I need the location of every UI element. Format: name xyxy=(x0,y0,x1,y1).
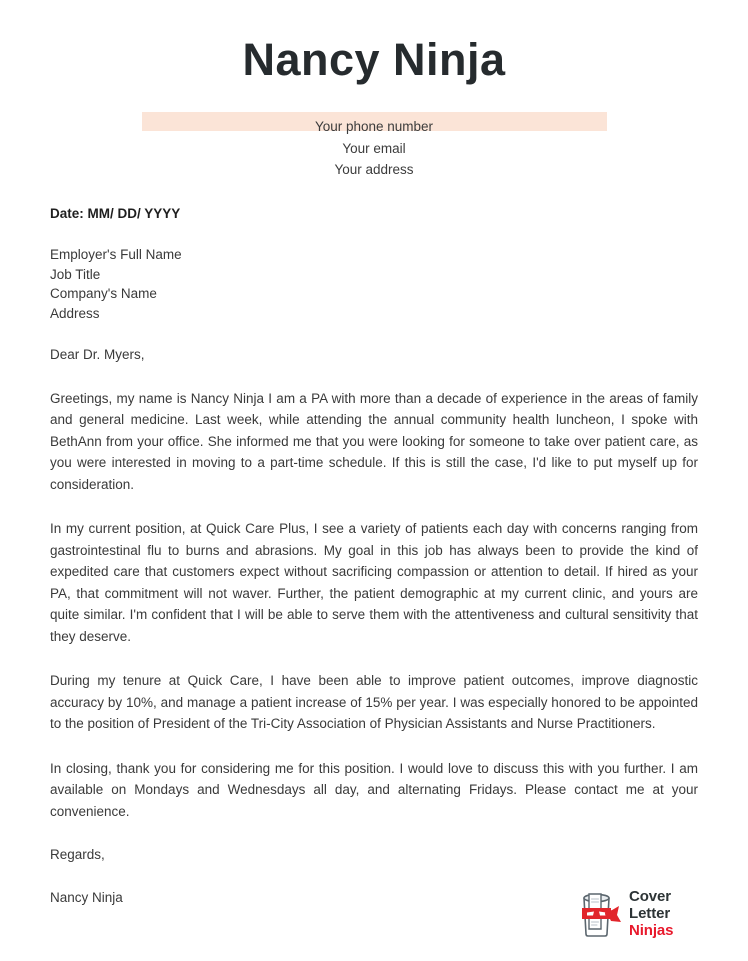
contact-email: Your email xyxy=(342,140,406,156)
brand-name-line1: Cover Letter xyxy=(629,887,672,922)
letter-body xyxy=(50,204,698,907)
contact-phone: Your phone number xyxy=(314,119,434,134)
ninja-document-icon xyxy=(576,889,622,937)
body-paragraph-2: In my current position, at Quick Care Plus, I see a variety of patients each day with concerns ranging from gastrointestinal flu to burns and abrasions. My goal in this job has always been to provide the kind of expedited care that customers expect without sacrificing compassion or attention to detail. If hired as your PA, that commitment will not waver. Further, the patient demographic at my current clinic, and yours are quite similar. I'm confident that I will be able to serve them with the attentiveness and cultural sensitivity that they deserve. xyxy=(50,521,698,644)
recipient-block xyxy=(50,245,698,323)
recipient-address: Address xyxy=(50,305,100,321)
signature-name: Nancy Ninja xyxy=(50,889,123,905)
recipient-name: Employer's Full Name xyxy=(50,247,182,262)
date-line: Date: MM/ DD/ YYYY xyxy=(50,206,181,221)
contact-block xyxy=(0,116,748,181)
recipient-job-title: Job Title xyxy=(50,266,101,282)
closing-salutation: Regards, xyxy=(50,847,105,862)
brand-logo xyxy=(576,888,716,938)
body-paragraph-1: Greetings, my name is Nancy Ninja I am a PA with more than a decade of experience in the areas of family and general medicine. Last week, while attending the annual community health luncheon, I spoke with BethAnn from your office. She informed me that you were looking for someone to take over patient care, as you were interested in moving to a part-time schedule. If this is still the case, I'd like to put myself up for consideration. xyxy=(50,390,698,492)
letter-header xyxy=(0,32,748,102)
body-paragraph-3: During my tenure at Quick Care, I have been able to improve patient outcomes, improve diagnostic accuracy by 10%, and manage a patient increase of 15% per year. I was especially honored to be appointed to the position of President of the Tri-City Association of Physician Assistants and Nurse Practitioners. xyxy=(50,673,698,731)
body-paragraph-4: In closing, thank you for considering me for this position. I would love to discuss this with you further. I am available on Mondays and Wednesdays all day, and alternating Fridays. Please contact me at your convenience. xyxy=(50,760,698,819)
applicant-name: Nancy Ninja xyxy=(242,34,506,85)
contact-address: Your address xyxy=(334,162,414,177)
salutation: Dear Dr. Myers, xyxy=(50,347,145,362)
brand-logo-text xyxy=(629,888,716,939)
brand-name-line2: Ninjas xyxy=(629,921,674,939)
recipient-company: Company's Name xyxy=(50,286,157,301)
